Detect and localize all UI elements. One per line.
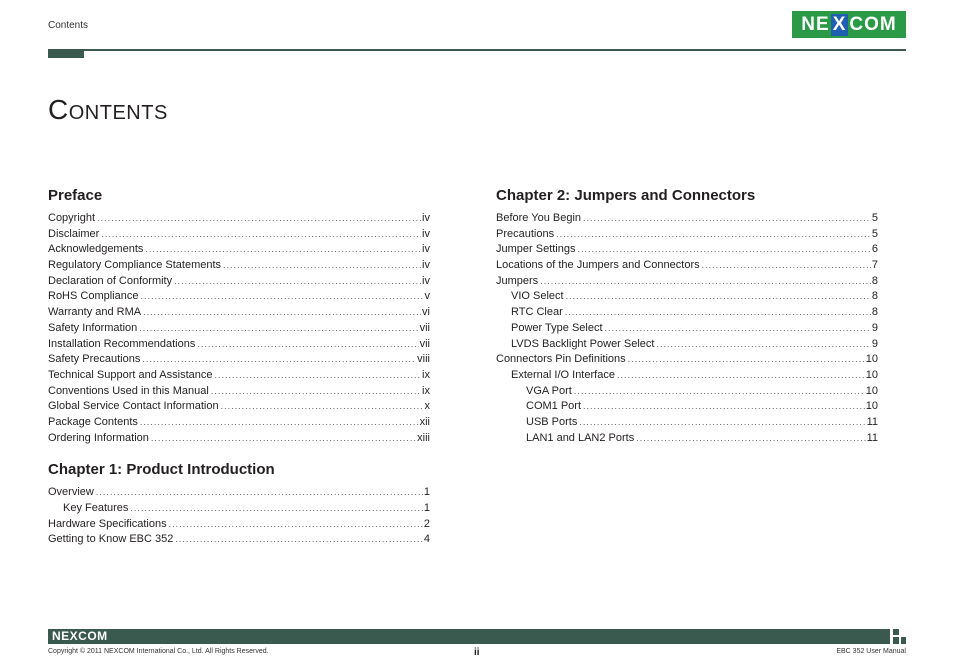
toc-entry-page: iv: [422, 243, 430, 256]
toc-entry[interactable]: [48, 274, 430, 290]
toc-entry[interactable]: [496, 337, 878, 353]
toc-leader-dots: [577, 242, 870, 258]
toc-entry-label: VIO Select: [511, 290, 564, 303]
toc-entry-label: Regulatory Compliance Statements: [48, 259, 222, 272]
toc-entry-page: xiii: [417, 431, 430, 444]
toc-leader-dots: [583, 399, 865, 415]
footer-corner-mark: [893, 637, 899, 644]
toc-entry-page: ix: [422, 368, 430, 381]
toc-entry[interactable]: [48, 399, 430, 415]
toc-entry[interactable]: [496, 415, 878, 431]
toc-leader-dots: [175, 532, 423, 548]
toc-entry-label: Hardware Specifications: [48, 517, 167, 530]
toc-entry[interactable]: [496, 258, 878, 274]
nexcom-logo: [792, 11, 906, 38]
toc-entry-page: iv: [422, 227, 430, 240]
toc-entry[interactable]: [48, 305, 430, 321]
toc-entry-label: LVDS Backlight Power Select: [511, 337, 655, 350]
page-title: Contents: [48, 94, 168, 125]
toc-entry-label: Package Contents: [48, 415, 138, 428]
toc-entry[interactable]: [496, 289, 878, 305]
toc-entry-page: 10: [865, 400, 878, 413]
header-tab: [48, 49, 84, 58]
toc-entry-label: Key Features: [63, 502, 129, 514]
toc-entry-page: 8: [871, 274, 878, 287]
toc-leader-dots: [540, 274, 871, 290]
toc-entry-page: vii: [419, 337, 430, 350]
toc-entry[interactable]: [48, 485, 430, 501]
toc-entry[interactable]: [48, 384, 430, 400]
toc-leader-dots: [583, 211, 871, 227]
header-rule: [48, 49, 906, 51]
toc-leader-dots: [628, 352, 865, 368]
toc-entry[interactable]: [496, 321, 878, 337]
toc-entry[interactable]: [48, 517, 430, 533]
section-gap: [48, 446, 430, 460]
toc-entry[interactable]: [496, 242, 878, 258]
section-heading: Chapter 2: Jumpers and Connectors: [496, 187, 756, 204]
toc-entry-page: 9: [871, 321, 878, 334]
toc-leader-dots: [169, 517, 423, 533]
toc-leader-dots: [140, 415, 419, 431]
toc-entry-label: Safety Precautions: [48, 353, 141, 366]
toc-entry-page: 2: [423, 517, 430, 530]
toc-entry-label: Jumpers: [496, 274, 539, 287]
toc-entry[interactable]: [48, 227, 430, 243]
toc-list: [496, 211, 878, 446]
toc-leader-dots: [617, 368, 865, 384]
toc-leader-dots: [139, 321, 418, 337]
toc-entry-page: 10: [865, 384, 878, 397]
toc-entry-label: Before You Begin: [496, 212, 582, 224]
toc-entry-page: vii: [419, 321, 430, 334]
toc-entry-page: iv: [422, 212, 430, 224]
toc-entry-page: 10: [865, 353, 878, 366]
section-heading: Preface: [48, 187, 103, 204]
toc-entry-label: USB Ports: [526, 415, 578, 428]
toc-leader-dots: [565, 305, 871, 321]
toc-entry-label: Copyright: [48, 212, 96, 224]
toc-entry[interactable]: [48, 242, 430, 258]
toc-entry-label: LAN1 and LAN2 Ports: [526, 431, 635, 444]
toc-entry-page: iv: [422, 274, 430, 287]
toc-entry[interactable]: [496, 399, 878, 415]
logo-x: X: [832, 13, 847, 35]
toc-leader-dots: [130, 501, 422, 517]
toc-entry-label: Power Type Select: [511, 321, 603, 334]
toc-list: [48, 211, 430, 446]
toc-entry[interactable]: [496, 368, 878, 384]
toc-entry[interactable]: [48, 415, 430, 431]
toc-entry-label: Safety Information: [48, 321, 138, 334]
toc-entry-page: 11: [866, 431, 878, 444]
toc-entry[interactable]: [496, 352, 878, 368]
running-header: Contents: [48, 20, 89, 31]
toc-entry[interactable]: [496, 305, 878, 321]
toc-entry-page: iv: [422, 259, 430, 272]
toc-entry[interactable]: [496, 211, 878, 227]
toc-entry-label: RoHS Compliance: [48, 290, 139, 303]
toc-entry[interactable]: [48, 321, 430, 337]
toc-entry-label: Installation Recommendations: [48, 337, 196, 350]
toc-entry-label: Declaration of Conformity: [48, 274, 173, 287]
toc-leader-dots: [656, 337, 870, 353]
toc-entry-page: 5: [871, 227, 878, 240]
toc-leader-dots: [96, 485, 423, 501]
toc-entry-label: VGA Port: [526, 384, 572, 397]
toc-entry-page: ix: [422, 384, 430, 397]
toc-entry-label: Precautions: [496, 227, 555, 240]
manual-title: EBC 352 User Manual: [836, 648, 906, 655]
toc-entry[interactable]: [48, 337, 430, 353]
toc-entry-page: vi: [422, 306, 430, 319]
toc-entry[interactable]: [48, 352, 430, 368]
footer-bar: [48, 629, 890, 644]
toc-entry-label: Getting to Know EBC 352: [48, 533, 174, 546]
toc-entry-label: RTC Clear: [511, 306, 563, 319]
toc-entry[interactable]: [496, 384, 878, 400]
toc-leader-dots: [636, 431, 865, 447]
toc-entry-page: 6: [871, 243, 878, 256]
toc-entry-page: 8: [871, 290, 878, 303]
logo-part: NE: [801, 13, 830, 35]
toc-entry-page: 8: [871, 306, 878, 319]
footer-corner-mark: [893, 629, 899, 635]
toc-entry-label: Conventions Used in this Manual: [48, 384, 209, 397]
toc-leader-dots: [142, 352, 416, 368]
toc-entry[interactable]: [48, 501, 430, 517]
toc-entry-label: Acknowledgements: [48, 243, 144, 256]
toc-leader-dots: [223, 258, 421, 274]
toc-leader-dots: [151, 431, 416, 447]
toc-entry-page: 7: [871, 259, 878, 272]
toc-entry-page: xii: [419, 415, 430, 428]
toc-entry-page: 1: [423, 502, 430, 514]
toc-entry[interactable]: [496, 227, 878, 243]
page-number: ii: [474, 647, 480, 658]
toc-entry-label: Disclaimer: [48, 227, 100, 240]
toc-entry-label: External I/O Interface: [511, 368, 615, 381]
toc-entry-page: 9: [871, 337, 878, 350]
toc-entry-page: v: [424, 290, 430, 303]
toc-right-column: [496, 186, 878, 446]
toc-entry-label: Connectors Pin Definitions: [496, 353, 626, 366]
toc-entry-label: Ordering Information: [48, 431, 149, 444]
toc-leader-dots: [101, 227, 421, 243]
toc-leader-dots: [211, 384, 421, 400]
toc-entry[interactable]: [48, 258, 430, 274]
toc-entry[interactable]: [48, 211, 430, 227]
toc-list: [48, 485, 430, 548]
toc-leader-dots: [140, 289, 423, 305]
toc-entry[interactable]: [48, 289, 430, 305]
toc-entry-page: 1: [423, 486, 430, 499]
toc-leader-dots: [702, 258, 871, 274]
toc-entry-page: 4: [423, 533, 430, 546]
toc-leader-dots: [605, 321, 871, 337]
footer-logo: NEXCOM: [52, 629, 108, 643]
toc-entry[interactable]: [48, 431, 430, 447]
toc-leader-dots: [579, 415, 865, 431]
footer-copyright: Copyright © 2011 NEXCOM International Co., Ltd. All Rights Reserved.: [48, 648, 269, 655]
footer-corner-mark: [901, 637, 906, 644]
toc-leader-dots: [197, 337, 418, 353]
toc-entry-label: Overview: [48, 486, 94, 499]
toc-leader-dots: [145, 242, 421, 258]
toc-entry-page: 5: [871, 212, 878, 224]
toc-leader-dots: [221, 399, 424, 415]
toc-leader-dots: [566, 289, 871, 305]
toc-leader-dots: [556, 227, 871, 243]
toc-entry-label: Global Service Contact Information: [48, 400, 219, 413]
toc-left-column: [48, 186, 430, 548]
toc-entry-label: Jumper Settings: [496, 243, 576, 256]
logo-part: COM: [849, 13, 897, 35]
toc-entry-label: Warranty and RMA: [48, 306, 142, 319]
toc-entry-label: Technical Support and Assistance: [48, 368, 213, 381]
section-heading: Chapter 1: Product Introduction: [48, 461, 275, 479]
toc-entry-page: 10: [865, 368, 878, 381]
toc-leader-dots: [215, 368, 422, 384]
toc-entry-label: Locations of the Jumpers and Connectors: [496, 259, 700, 272]
toc-entry-page: 11: [866, 415, 878, 428]
toc-entry-label: COM1 Port: [526, 400, 582, 413]
toc-leader-dots: [97, 211, 421, 227]
toc-entry[interactable]: [48, 532, 430, 548]
toc-entry[interactable]: [48, 368, 430, 384]
toc-leader-dots: [574, 384, 865, 400]
toc-entry-page: x: [424, 400, 430, 413]
toc-entry-page: viii: [417, 353, 430, 366]
toc-entry[interactable]: [496, 431, 878, 447]
toc-leader-dots: [143, 305, 421, 321]
toc-entry[interactable]: [496, 274, 878, 290]
toc-leader-dots: [174, 274, 421, 290]
